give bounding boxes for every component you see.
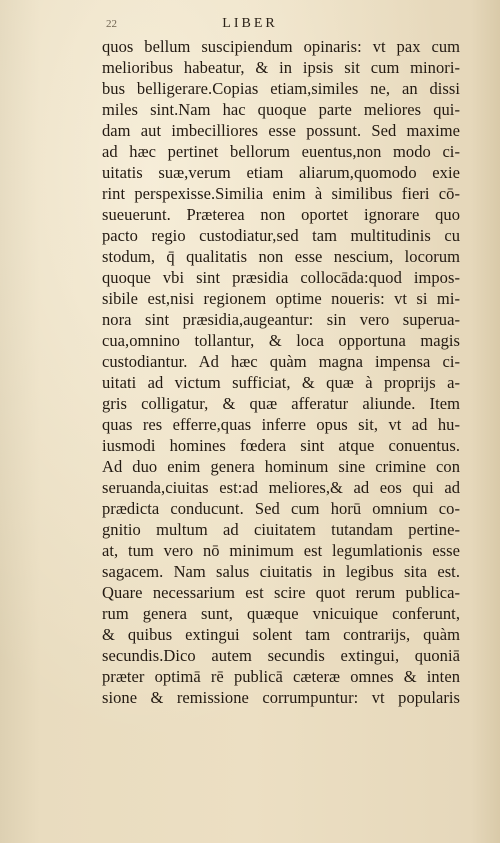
text-line: quas res efferre,quas inferre opus sit, vt ad hu-	[102, 415, 460, 434]
text-line: quos bellum suscipiendum opinaris: vt pax cum	[102, 37, 460, 56]
text-line: præter optimā rē publicā cæteræ omnes & inten	[102, 667, 460, 686]
text-line: secundis.Dico autem secundis extingui, quoniā	[102, 646, 460, 665]
text-line: Ad duo enim genera hominum sine crimine con	[102, 457, 460, 476]
text-line: ad hæc pertinet bellorum euentus,non modo ci-	[102, 142, 460, 161]
text-line: pacto regio custodiatur,sed tam multitudinis cu	[102, 226, 460, 245]
text-line: at, tum vero nō minimum est legumlationis esse	[102, 541, 460, 560]
text-line: rint perspexisse.Similia enim à similibus fieri cō-	[102, 184, 460, 203]
text-line: gris colligatur, & quæ afferatur aliunde. Item	[102, 394, 460, 413]
text-line: sione & remissione corrumpuntur: vt popularis	[102, 688, 460, 707]
text-line: sagacem. Nam salus ciuitatis in legibus sita est.	[102, 562, 460, 581]
text-line: sibile est,nisi regionem optime noueris: vt si mi-	[102, 289, 460, 308]
text-line: seruanda,ciuitas est:ad meliores,& ad eos qui ad	[102, 478, 460, 497]
text-line: miles sint.Nam hac quoque parte meliores qui-	[102, 100, 460, 119]
text-line: melioribus habeatur, & in ipsis sit cum minori-	[102, 58, 460, 77]
text-line: uitati ad victum sufficiat, & quæ à proprijs a-	[102, 373, 460, 392]
text-line: sueuerunt. Præterea non oportet ignorare quo	[102, 205, 460, 224]
text-line: dam aut imbecilliores esse possunt. Sed maxime	[102, 121, 460, 140]
text-line: cua,omnino tollantur, & loca opportuna magis	[102, 331, 460, 350]
text-line: rum genera sunt, quæque vnicuique conferunt,	[102, 604, 460, 623]
text-line: quoque vbi sint præsidia collocāda:quod impos-	[102, 268, 460, 287]
text-line: nora sint præsidia,augeantur: sin vero superua-	[102, 310, 460, 329]
running-head: LIBER	[222, 16, 278, 31]
text-line: & quibus extingui solent tam contrarijs, quàm	[102, 625, 460, 644]
folio-mark: 22	[106, 18, 117, 30]
text-line: prædicta conducunt. Sed cum horū omnium co-	[102, 499, 460, 518]
text-line: iusmodi homines fœdera sint atque conuentus.	[102, 436, 460, 455]
text-block	[102, 36, 460, 708]
text-line: stodum, q̄ qualitatis non esse nescium, locorum	[102, 247, 460, 266]
text-line: bus belligerare.Copias etiam,similes ne, an dissi	[102, 79, 460, 98]
text-line: Quare necessarium est scire quot rerum publica-	[102, 583, 460, 602]
text-line: custodiantur. Ad hæc quàm magna impensa ci-	[102, 352, 460, 371]
text-line: gnitio multum ad ciuitatem tutandam pertine-	[102, 520, 460, 539]
text-line: uitatis suæ,verum etiam aliarum,quomodo exie	[102, 163, 460, 182]
